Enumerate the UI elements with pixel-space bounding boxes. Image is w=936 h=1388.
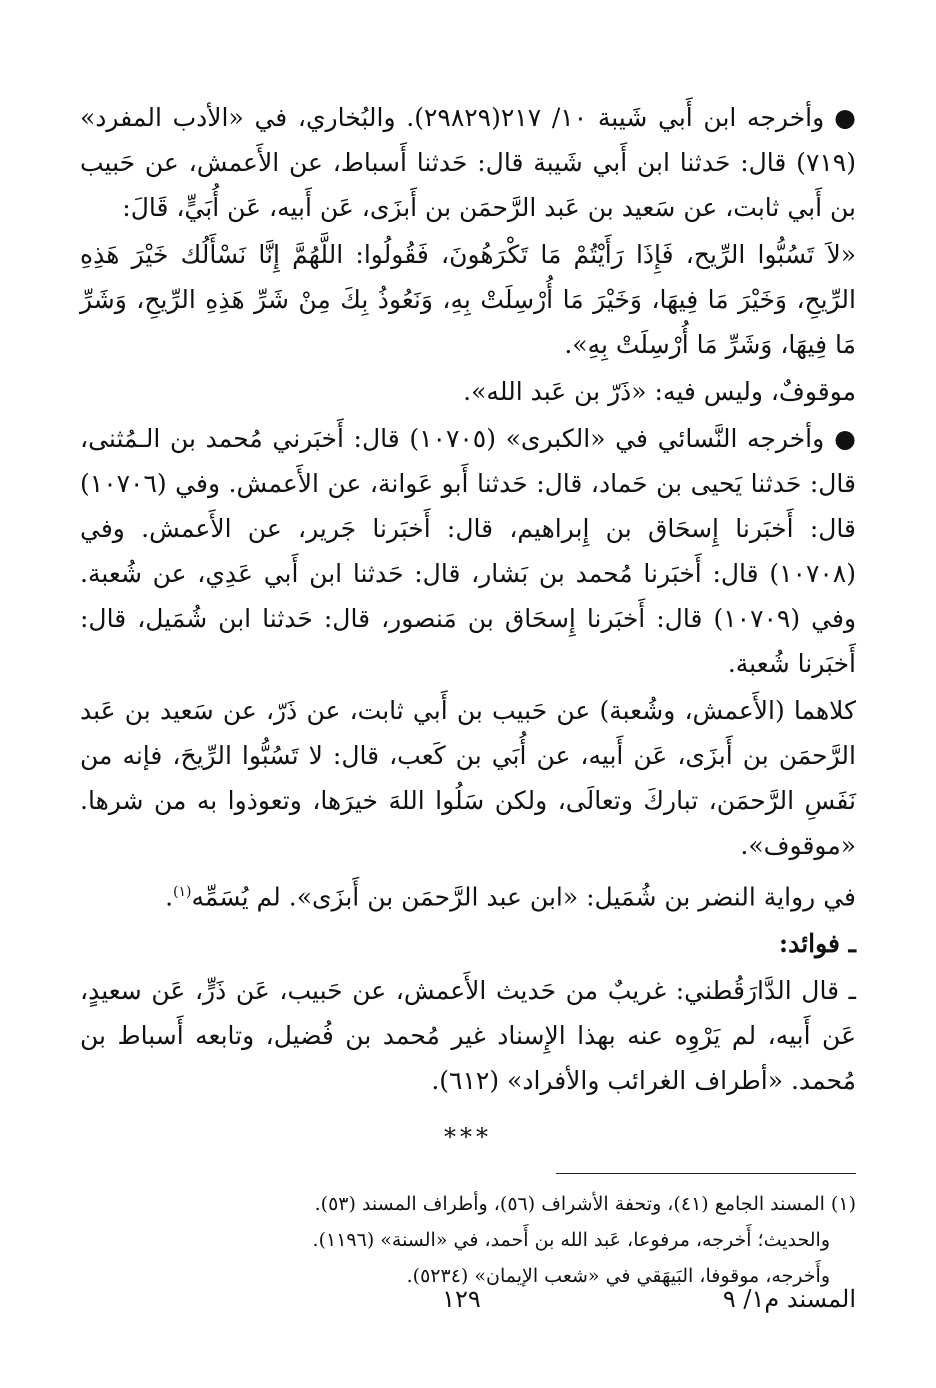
- signature-mark: المسند م١/ ٩: [722, 1285, 856, 1313]
- paragraph-text: وأخرجه النَّسائي في «الكبرى» (١٠٧٠٥) قال: أَخبَرني مُحمد بن الـمُثنى، قال: حَدثنا يَحيى بن حَماد، قال: حَدثنا أَبو عَوانة، عن الأَعمش. وفي (١٠٧٠٦) قال: أَخبَرنا إِسحَاق بن إِبراهيم، قال: أَخبَرنا جَرير، عن الأَعمش. وفي (١٠٧٠٨) قال: أَخبَرنا مُحمد بن بَشار، قال: حَدثنا ابن أَبي عَدِي، عن شُعبة. وفي (١٠٧٠٩) قال: أَخبَرنا إِسحَاق بن مَنصور، قال: حَدثنا ابن شُمَيل، قال: أَخبَرنا شُعبة.: [80, 424, 857, 678]
- footnote-divider: [556, 1173, 856, 1174]
- page-footer: [80, 1285, 856, 1313]
- footnote-1-line-2: والحديث؛ أَخرجه، مرفوعا، عَبد الله بن أَحمد، في «السنة» (١١٩٦).: [312, 1229, 830, 1252]
- paragraph-kilahuma: كلاهما (الأَعمش، وشُعبة) عن حَبيب بن أَبي ثابت، عن ذَرّ، عن سَعيد بن عَبد الرَّحمَن بن أَبزَى، عَن أَبيه، عن أُبَي بن كَعب، قال: لا تَسُبُّوا الرِّيحَ، فإنه من نَفَسِ الرَّحمَن، تباركَ وتعالَى، ولكن سَلُوا اللهَ خيرَها، وتعوذوا به من شرها. «موقوف».: [80, 696, 856, 860]
- paragraph-daraqutni: ـ قال الدَّارَقُطني: غريبٌ من حَديث الأَعمش، عن حَبيب، عَن ذَرٍّ، عَن سعيدٍ، عَن أَبيه، لم يَرْوِه عنه بهذا الإِسناد غير مُحمد بن فُضيل، وتابعه أَسباط بن مُحمد. «أطراف الغرائب والأفراد» (٦١٢).: [80, 976, 856, 1096]
- footnote-ref[interactable]: (١): [173, 884, 192, 900]
- paragraph-end: .: [165, 882, 174, 912]
- paragraph-nadr-riwaya: [80, 870, 856, 919]
- paragraph-hadith-text: «لاَ تَسُبُّوا الرِّيح، فَإِذَا رَأَيْتُمْ مَا تَكْرَهُونَ، فَقُولُوا: اللَّهُمَّ إِنَّا نَسْأَلُك خَيْرَ هَذِهِ الرِّيحِ، وَخَيْرَ مَا فِيهَا، وَخَيْرَ مَا أُرْسِلَتْ بِهِ، وَنَعُوذُ بِكَ مِنْ شَرِّ هَذِهِ الرِّيحِ، وَشَرِّ مَا فِيهَا، وَشَرِّ مَا أُرْسِلَتْ بِهِ».: [80, 240, 856, 359]
- paragraph-text: في رواية النضر بن شُمَيل: «ابن عبد الرَّحمَن بن أَبزَى». لم يُسَمِّه: [191, 882, 856, 912]
- paragraph-takhrij-nasai: [80, 416, 856, 686]
- paragraph-text: وأخرجه ابن أَبي شَيبة ١٠/ ٢١٧(٢٩٨٢٩). والبُخاري، في «الأدب المفرد» (٧١٩) قال: حَدثنا ابن أَبي شَيبة قال: حَدثنا أَسباط، عن الأَعمش، عن حَبيب بن أَبي ثابت، عن سَعيد بن عَبد الرَّحمَن بن أَبزَى، عَن أَبيه، عَن أُبَيٍّ، قَالَ:: [80, 103, 856, 222]
- section-separator-stars: ***: [444, 1123, 492, 1152]
- paragraph-takhrij-ibn-abi-shayba: [80, 95, 856, 230]
- section-heading-fawaid: ـ فوائد:: [778, 929, 856, 959]
- bullet-icon: ●: [834, 424, 856, 453]
- bullet-icon: ●: [834, 103, 856, 132]
- paragraph-mawquf-note: موقوفٌ، وليس فيه: «ذَرّ بن عَبد الله».: [463, 377, 856, 406]
- footnote-1: (١) المسند الجامع (٤١)، وتحفة الأشراف (٥٦)، وأطراف المسند (٥٣).: [314, 1193, 856, 1216]
- footnote-1-line-3: وأَخرجه، موقوفا، البَيهَقي في «شعب الإيمان» (٥٢٣٤).: [406, 1265, 830, 1288]
- page-number: ١٢٩: [442, 1285, 481, 1313]
